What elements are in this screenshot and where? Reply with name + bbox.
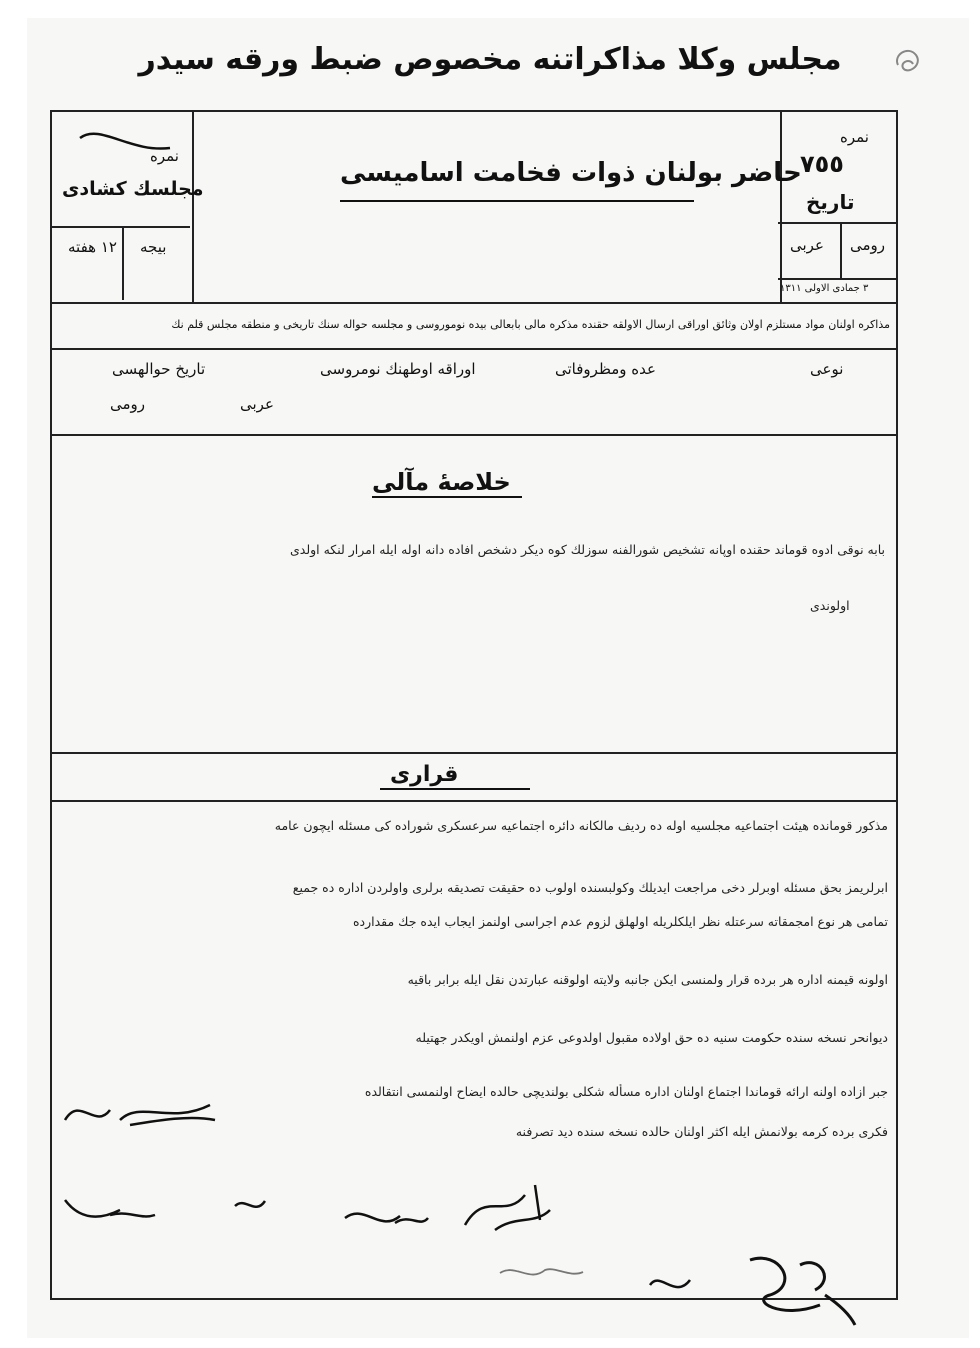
- rule-left-box: [192, 112, 194, 302]
- top-left-cell-right: بيجه: [140, 238, 167, 256]
- top-right-label-date: تاريخ: [806, 190, 855, 214]
- agenda-line: مذاكره اولنان مواد مستلزم اولان وثائق اوراقى ارسال الاولقه حقنده مذكره مالى بابعالى بيده نوموروسى و مجلسه حواله سنك تاريخى و منطقه مجلس قلم نك: [171, 318, 890, 331]
- decision-line-4: اولونه قيمنه اداره هر برده قرار ولمنسی ايكن جانبه ولايته اولوقنه عبارتدن نقل ايله برابر باقيه: [407, 972, 888, 987]
- top-right-divider-v: [840, 222, 842, 278]
- document-title: حاضر بولنان ذوات فخامت اسامیسی: [340, 158, 802, 188]
- top-right-cell-left: عربى: [790, 236, 824, 254]
- decision-line-6: جبر ازاده اولنه ارائه قوماندا اجتماع اولنان اداره مسأله شكلى بولنديچى حالده ايضاح اولنمسی انتقالده: [364, 1084, 888, 1099]
- title-underline: [340, 200, 694, 202]
- summary-title-underline: [372, 496, 522, 498]
- row-label-referral-date: تاريخ حوالهسى: [112, 360, 206, 378]
- rule-top-box: [52, 302, 896, 304]
- top-right-bottom-line: ٣ جمادى الاولى ١٣١١: [780, 283, 869, 294]
- decision-line-7: فكرى برده كرمه بولانمش ايله اكثر اولنان حالده نسخه سنده ديد تصرفنه: [515, 1124, 888, 1139]
- summary-title: خلاصهٔ مآلى: [372, 468, 511, 496]
- decision-line-5: ديوانحر نسخه سنده حكومت سنيه ده حق اولاده مقبول اولدوعى عزم اولنمش اويكدر جهتيله: [415, 1030, 888, 1045]
- rule-decision-title: [52, 800, 896, 802]
- rule-right-box: [780, 112, 782, 302]
- top-left-divider-v: [122, 226, 124, 300]
- row-label-type: نوعى: [810, 360, 844, 378]
- decision-title: قرارى: [390, 762, 459, 787]
- rule-summary: [52, 752, 896, 754]
- top-right-divider-h: [778, 222, 898, 224]
- signature-1: [60, 1090, 220, 1140]
- row-value-rumi: رومى: [110, 395, 146, 413]
- top-right-divider-h2: [778, 278, 898, 280]
- signature-8: [740, 1245, 860, 1330]
- top-right-label-top: نمره: [840, 128, 869, 146]
- top-right-cell-right: رومى: [850, 236, 886, 254]
- summary-line-2: اولوندى: [810, 598, 850, 613]
- row-label-paper-number: اوراقه اوطهنك نومروسى: [320, 360, 476, 378]
- top-left-divider-h: [52, 226, 190, 228]
- top-left-label-top: نمره: [150, 147, 179, 165]
- top-left-label-main: مجلسك كشادى: [62, 178, 204, 200]
- row-value-arabi: عربى: [240, 395, 274, 413]
- top-left-cell-left: ١٢ هفته: [68, 238, 117, 256]
- signature-3: [230, 1186, 270, 1226]
- decision-line-2: ابرلريمز بحق مسئله اوبرلر دخى مراجعت ايدیلك وكولبسنده اولوب ده حقيقت تصديقه برلرى واولردن اداره ده جميع: [292, 880, 888, 895]
- decision-title-underline: [380, 788, 530, 790]
- signature-2: [60, 1190, 160, 1230]
- decision-line-1: مذكور قومانده هيئت اجتماعيه مجلسيه اوله ده رديف مالكانه دائره اجتماعيه سرعسكرى شوراده كی مسئله ایچون عامه: [274, 818, 888, 833]
- signature-4: [340, 1198, 430, 1238]
- row-label-contents: عده ومظروفاتى: [555, 360, 656, 378]
- document-number: ٧٥٥: [800, 150, 844, 178]
- document-header: مجلس وكلا مذاكراتنه مخصوص ضبط ورقه سيدر: [138, 42, 842, 77]
- corner-mark: [888, 40, 928, 80]
- signature-6: [495, 1258, 585, 1288]
- summary-line-1: بابه نوقى ادوه قوماند حقنده اوپانه تشخیص شورالفنه سوزلك كوه ديكر دشخص افاده دانه اوله ایله امرار لنکه اولدی: [289, 542, 885, 557]
- rule-rows: [52, 434, 896, 436]
- rule-agenda: [52, 348, 896, 350]
- signature-7: [645, 1265, 695, 1305]
- signature-5: [455, 1180, 555, 1240]
- decision-line-3: تمامى هر نوع امجمقاته سرعتله نظر ايلكلريله اولهلق لزوم عدم اجراسى اولنمز ايجاب ايده جك مقدارده: [353, 914, 888, 929]
